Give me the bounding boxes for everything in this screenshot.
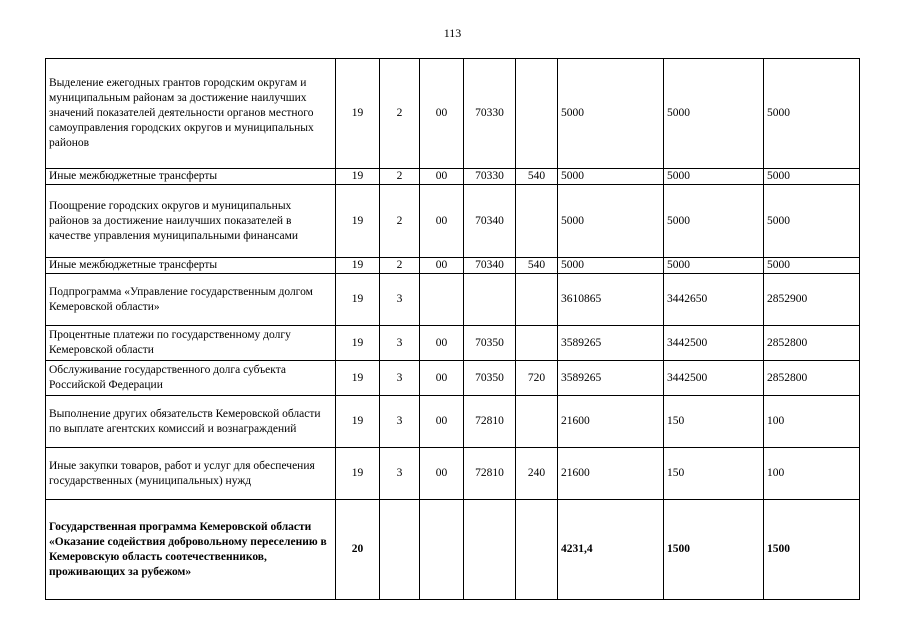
amount-year-2: 5000 — [664, 59, 764, 169]
code-direction: 00 — [420, 258, 464, 274]
code-type: 240 — [516, 448, 558, 500]
amount-year-1: 5000 — [558, 169, 664, 185]
code-direction — [420, 274, 464, 326]
row-name: Подпрограмма «Управление государственным долгом Кемеровской области» — [46, 274, 336, 326]
code-ministry: 19 — [336, 185, 380, 258]
amount-year-3: 5000 — [764, 59, 860, 169]
row-name: Процентные платежи по государственному долгу Кемеровской области — [46, 326, 336, 361]
table-row — [46, 185, 860, 258]
row-name: Обслуживание государственного долга субъекта Российской Федерации — [46, 361, 336, 396]
code-expense — [464, 274, 516, 326]
code-expense: 70330 — [464, 59, 516, 169]
row-name: Государственная программа Кемеровской области «Оказание содействия добровольному переселению в Кемеровскую область соотечественников, проживающих за рубежом» — [46, 500, 336, 600]
code-subprogram: 3 — [380, 326, 420, 361]
code-ministry: 19 — [336, 396, 380, 448]
amount-year-2: 3442500 — [664, 361, 764, 396]
code-direction: 00 — [420, 396, 464, 448]
table-row — [46, 326, 860, 361]
table-row — [46, 59, 860, 169]
code-type — [516, 326, 558, 361]
amount-year-3: 1500 — [764, 500, 860, 600]
code-type — [516, 396, 558, 448]
page-number: 113 — [443, 26, 462, 40]
code-subprogram: 2 — [380, 258, 420, 274]
amount-year-2: 150 — [664, 448, 764, 500]
code-direction: 00 — [420, 169, 464, 185]
code-ministry: 19 — [336, 448, 380, 500]
row-name: Выполнение других обязательств Кемеровской области по выплате агентских комиссий и вознаграждений — [46, 396, 336, 448]
code-type — [516, 185, 558, 258]
amount-year-3: 2852800 — [764, 326, 860, 361]
table-row — [46, 258, 860, 274]
amount-year-3: 100 — [764, 396, 860, 448]
code-type: 540 — [516, 169, 558, 185]
amount-year-1: 21600 — [558, 448, 664, 500]
code-expense: 70350 — [464, 326, 516, 361]
amount-year-1: 5000 — [558, 59, 664, 169]
code-ministry: 19 — [336, 274, 380, 326]
amount-year-3: 5000 — [764, 185, 860, 258]
code-expense: 70350 — [464, 361, 516, 396]
code-expense: 72810 — [464, 448, 516, 500]
code-direction: 00 — [420, 185, 464, 258]
code-subprogram — [380, 500, 420, 600]
row-name: Выделение ежегодных грантов городским округам и муниципальным районам за достижение наилучших значений показателей деятельности органов местного самоуправления городских округов и муниципальных районов — [46, 59, 336, 169]
table-row — [46, 448, 860, 500]
amount-year-1: 5000 — [558, 258, 664, 274]
amount-year-2: 5000 — [664, 185, 764, 258]
code-direction: 00 — [420, 448, 464, 500]
table-row — [46, 274, 860, 326]
code-subprogram: 3 — [380, 361, 420, 396]
code-type: 540 — [516, 258, 558, 274]
amount-year-3: 2852800 — [764, 361, 860, 396]
amount-year-1: 4231,4 — [558, 500, 664, 600]
code-type — [516, 59, 558, 169]
code-expense: 70330 — [464, 169, 516, 185]
amount-year-2: 150 — [664, 396, 764, 448]
row-name: Иные межбюджетные трансферты — [46, 258, 336, 274]
row-name: Поощрение городских округов и муниципальных районов за достижение наилучших показателей в качестве управления муниципальными финансами — [46, 185, 336, 258]
code-ministry: 19 — [336, 326, 380, 361]
code-ministry: 20 — [336, 500, 380, 600]
code-ministry: 19 — [336, 361, 380, 396]
code-expense: 70340 — [464, 185, 516, 258]
amount-year-2: 5000 — [664, 258, 764, 274]
code-subprogram: 2 — [380, 185, 420, 258]
code-expense — [464, 500, 516, 600]
table-row — [46, 396, 860, 448]
amount-year-2: 1500 — [664, 500, 764, 600]
amount-year-1: 3589265 — [558, 326, 664, 361]
code-direction: 00 — [420, 326, 464, 361]
code-subprogram: 3 — [380, 448, 420, 500]
code-direction — [420, 500, 464, 600]
amount-year-3: 5000 — [764, 258, 860, 274]
amount-year-1: 3589265 — [558, 361, 664, 396]
code-type — [516, 500, 558, 600]
budget-table — [45, 58, 860, 600]
table-row — [46, 361, 860, 396]
amount-year-1: 5000 — [558, 185, 664, 258]
table-row — [46, 169, 860, 185]
code-direction: 00 — [420, 361, 464, 396]
amount-year-2: 5000 — [664, 169, 764, 185]
amount-year-2: 3442650 — [664, 274, 764, 326]
row-name: Иные закупки товаров, работ и услуг для обеспечения государственных (муниципальных) нужд — [46, 448, 336, 500]
code-subprogram: 3 — [380, 396, 420, 448]
table-row — [46, 500, 860, 600]
code-type: 720 — [516, 361, 558, 396]
code-ministry: 19 — [336, 258, 380, 274]
code-ministry: 19 — [336, 169, 380, 185]
code-subprogram: 2 — [380, 169, 420, 185]
amount-year-1: 3610865 — [558, 274, 664, 326]
code-subprogram: 2 — [380, 59, 420, 169]
amount-year-1: 21600 — [558, 396, 664, 448]
amount-year-2: 3442500 — [664, 326, 764, 361]
code-direction: 00 — [420, 59, 464, 169]
amount-year-3: 2852900 — [764, 274, 860, 326]
code-subprogram: 3 — [380, 274, 420, 326]
code-expense: 72810 — [464, 396, 516, 448]
code-ministry: 19 — [336, 59, 380, 169]
row-name: Иные межбюджетные трансферты — [46, 169, 336, 185]
amount-year-3: 5000 — [764, 169, 860, 185]
code-expense: 70340 — [464, 258, 516, 274]
code-type — [516, 274, 558, 326]
amount-year-3: 100 — [764, 448, 860, 500]
